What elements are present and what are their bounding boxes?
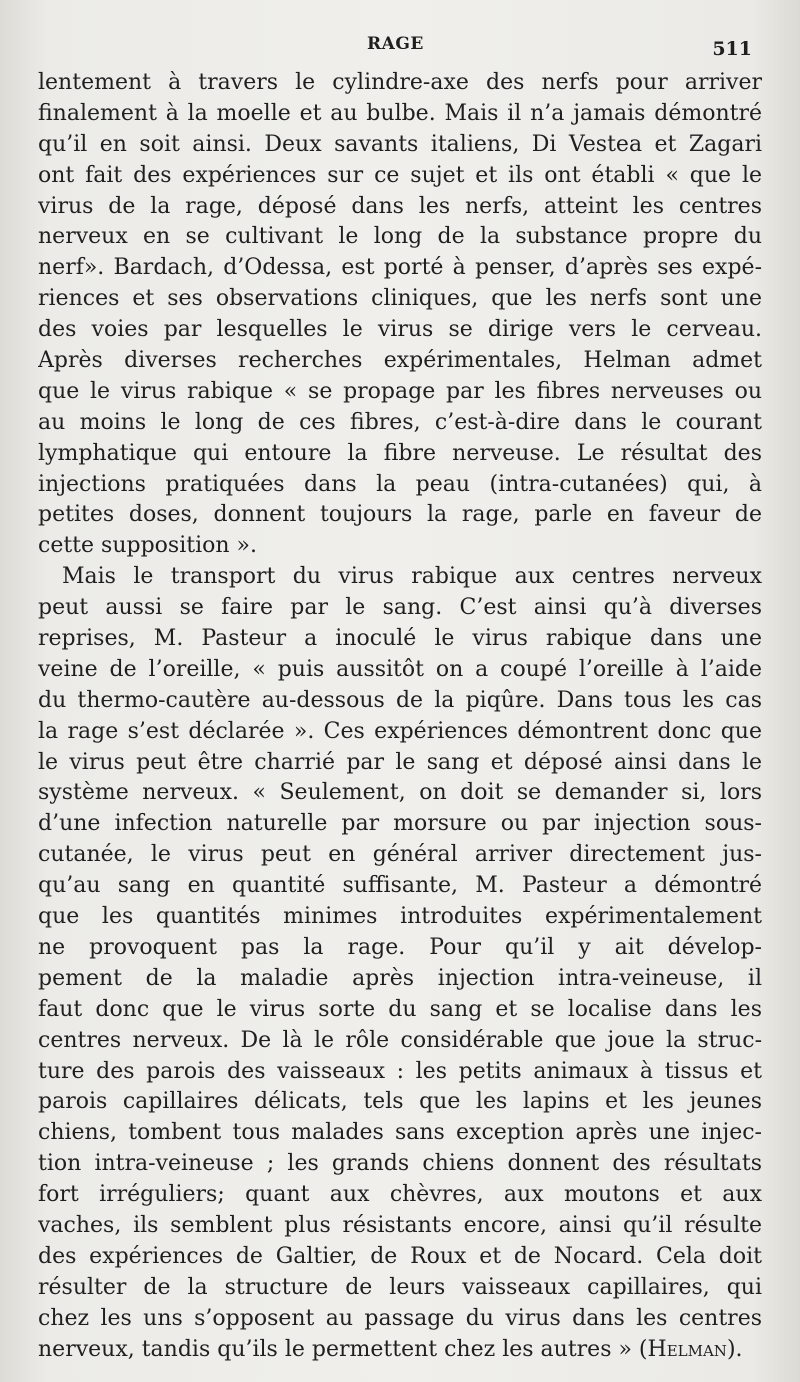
text-line: d’une infection naturelle par morsure ou par injection sous- <box>38 811 762 837</box>
author-citation: Helman <box>647 1336 727 1362</box>
text-line: pement de la maladie après injection intra-veineuse, il <box>38 965 762 991</box>
text-line: centres nerveux. De là le rôle considérable que joue la struc- <box>38 1027 762 1053</box>
text-line: peut aussi se faire par le sang. C’est ainsi qu’à diverses <box>38 595 762 621</box>
text-line: qu’au sang en quantité suffisante, M. Pasteur a démontré <box>38 873 762 899</box>
text-line-final <box>38 1335 762 1366</box>
text-line: tion intra-veineuse ; les grands chiens donnent des résultats <box>38 1151 762 1177</box>
text-line: parois capillaires délicats, tels que les lapins et les jeunes <box>38 1089 762 1115</box>
text-line: cette supposition ». <box>38 533 257 559</box>
text-line: veine de l’oreille, « puis aussitôt on a coupé l’oreille à l’aide <box>38 656 762 682</box>
text-line: des expériences de Galtier, de Roux et de Nocard. Cela doit <box>38 1243 762 1269</box>
text-line: ne provoquent pas la rage. Pour qu’il y ait dévelop- <box>38 934 762 960</box>
text-line: lymphatique qui entoure la fibre nerveuse. Le résultat des <box>38 440 762 466</box>
text-line: chez les uns s’opposent au passage du virus dans les centres <box>38 1305 762 1331</box>
text-line: qu’il en soit ainsi. Deux savants italiens, Di Vestea et Zagari <box>38 131 762 157</box>
text-line: Après diverses recherches expérimentales, Helman admet <box>38 348 762 374</box>
text-line: chiens, tombent tous malades sans exception après une injec- <box>38 1120 762 1146</box>
text-line: injections pratiquées dans la peau (intra-cutanées) qui, à <box>38 471 762 497</box>
text-line: virus de la rage, déposé dans les nerfs, atteint les centres <box>38 193 762 219</box>
body-text <box>38 68 762 1365</box>
text-line: système nerveux. « Seulement, on doit se demander si, lors <box>38 780 762 806</box>
text-line: faut donc que le virus sorte du sang et se localise dans les <box>38 996 762 1022</box>
text-line: riences et ses observations cliniques, que les nerfs sont une <box>38 286 762 312</box>
text-line: nerveux en se cultivant le long de la substance propre du <box>38 224 762 250</box>
text-line: le virus peut être charrié par le sang et déposé ainsi dans le <box>38 749 762 775</box>
text-line: résulter de la structure de leurs vaisseaux capillaires, qui <box>38 1274 762 1300</box>
final-line-text: nerveux, tandis qu’ils le permettent chez les autres » ( <box>38 1336 648 1362</box>
text-line: des voies par lesquelles le virus se dirige vers le cerveau. <box>38 317 762 343</box>
paragraph-2 <box>38 562 762 1365</box>
text-line: ture des parois des vaisseaux : les petits animaux à tissus et <box>38 1058 762 1084</box>
final-line-end: ). <box>726 1336 743 1362</box>
text-line: cutanée, le virus peut en général arriver directement jus- <box>38 842 762 868</box>
text-line: la rage s’est déclarée ». Ces expériences démontrent donc que <box>38 718 762 744</box>
text-line: finalement à la moelle et au bulbe. Mais il n’a jamais démontré <box>38 100 762 126</box>
text-line: fort irréguliers; quant aux chèvres, aux moutons et aux <box>38 1182 762 1208</box>
text-line: petites doses, donnent toujours la rage, parle en faveur de <box>38 502 762 528</box>
text-line: du thermo-cautère au-dessous de la piqûre. Dans tous les cas <box>38 687 762 713</box>
text-line: vaches, ils semblent plus résistants encore, ainsi qu’il résulte <box>38 1212 762 1238</box>
text-line: que le virus rabique « se propage par les fibres nerveuses ou <box>38 378 762 404</box>
running-head <box>0 34 800 58</box>
text-line: lentement à travers le cylindre-axe des nerfs pour arriver <box>38 70 762 95</box>
running-head-title: RAGE <box>367 34 424 54</box>
text-line: au moins le long de ces fibres, c’est-à-dire dans le courant <box>38 409 762 435</box>
paragraph-1 <box>38 68 762 562</box>
text-line: que les quantités minimes introduites expérimentalement <box>38 904 762 930</box>
text-line: Mais le transport du virus rabique aux centres nerveux <box>62 564 762 590</box>
page-number: 511 <box>712 38 752 60</box>
text-line: reprises, M. Pasteur a inoculé le virus rabique dans une <box>38 626 762 652</box>
text-line: nerf». Bardach, d’Odessa, est porté à penser, d’après ses expé- <box>38 255 762 281</box>
text-line: ont fait des expériences sur ce sujet et ils ont établi « que le <box>38 162 762 188</box>
